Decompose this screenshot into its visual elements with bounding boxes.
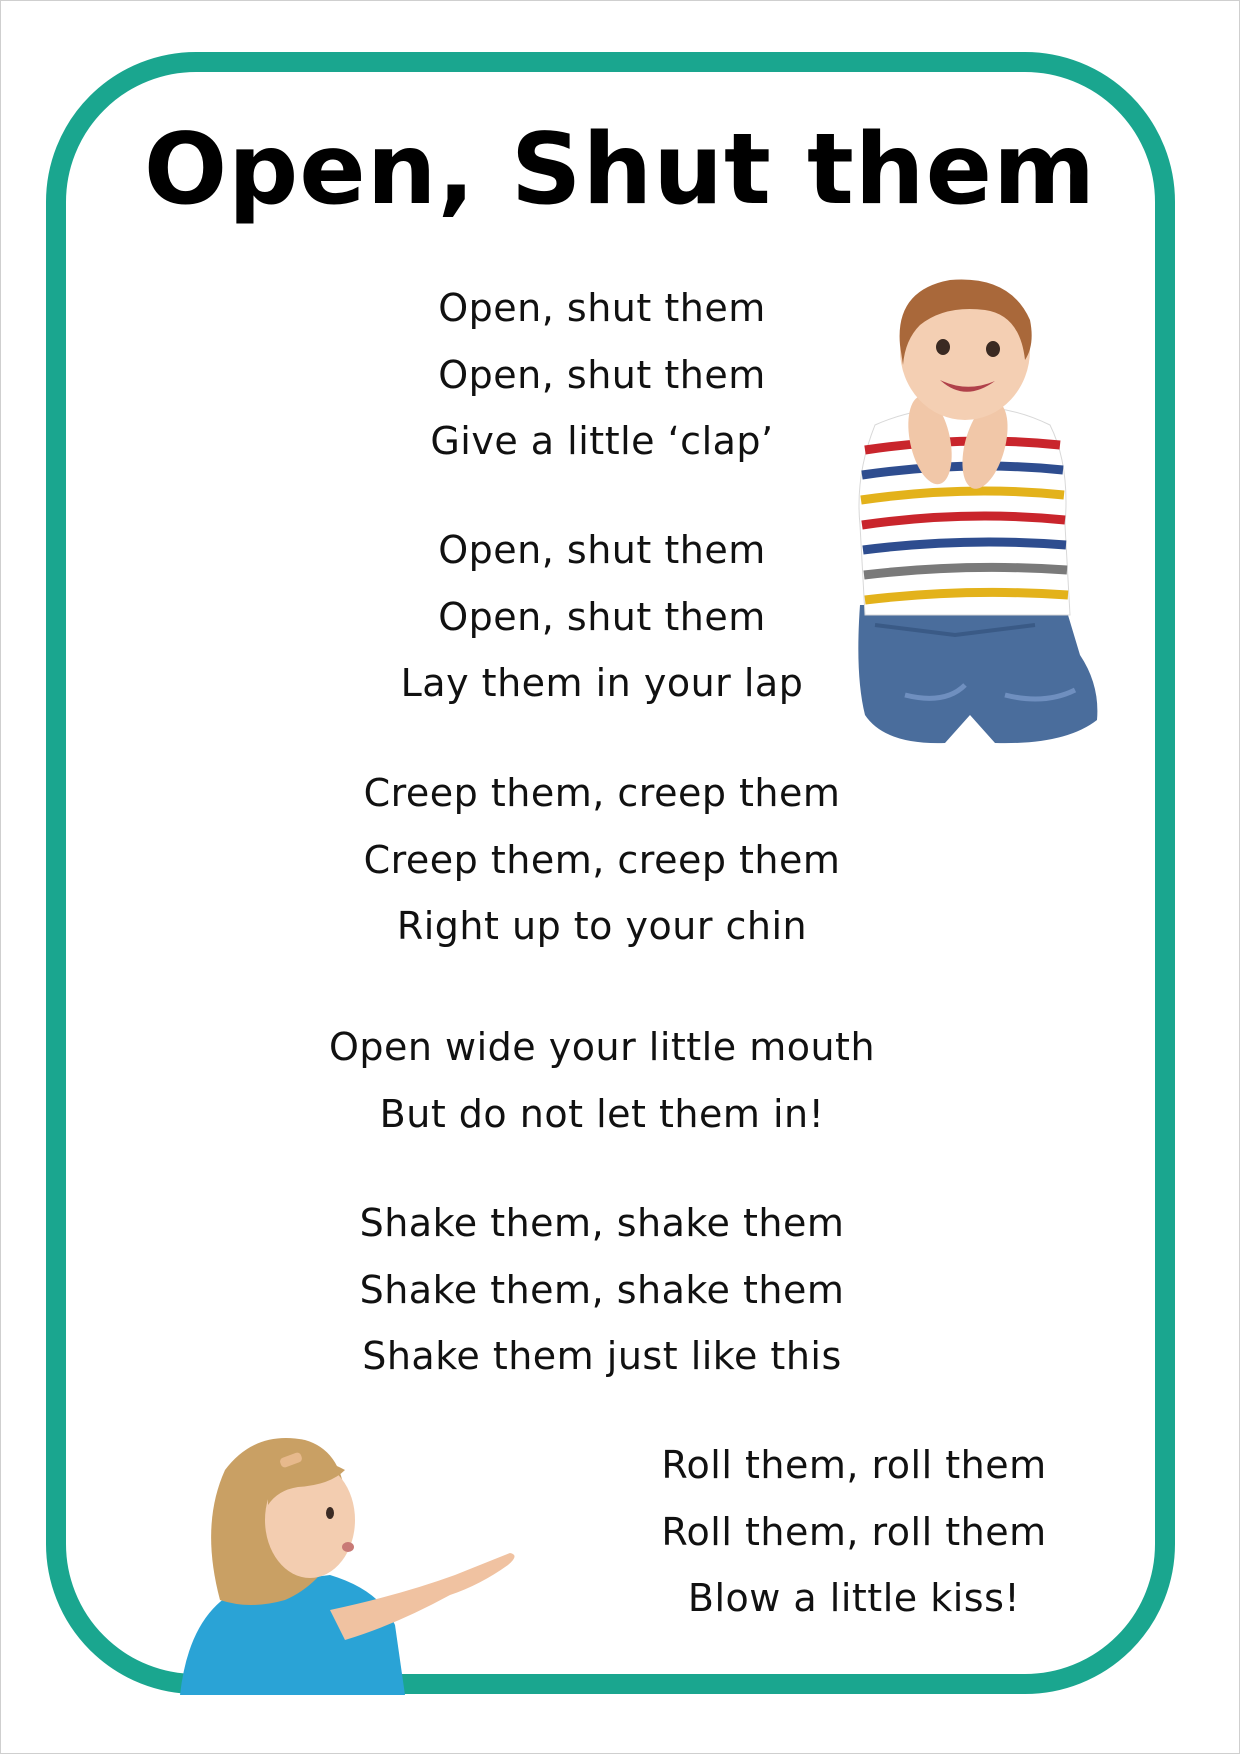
verse-line: Open, shut them <box>438 286 766 330</box>
verse-line: Give a little ‘clap’ <box>430 419 774 463</box>
verse-line: But do not let them in! <box>379 1091 825 1136</box>
girl-blowing-kiss-photo <box>180 1425 530 1695</box>
verse-2 <box>302 517 902 717</box>
verse-line: Shake them, shake them <box>359 1267 845 1312</box>
verse-line: Right up to your chin <box>396 904 808 948</box>
verse-line: Lay them in your lap <box>400 661 804 705</box>
verse-line: Roll them, roll them <box>661 1509 1047 1554</box>
verse-line: Roll them, roll them <box>661 1443 1047 1487</box>
verse-4 <box>302 1014 902 1147</box>
clapping-baby-photo <box>835 275 1105 755</box>
verse-3 <box>302 760 902 960</box>
verse-5 <box>302 1190 902 1390</box>
verse-line: Shake them, shake them <box>359 1201 845 1245</box>
verse-line: Blow a little kiss! <box>687 1576 1021 1620</box>
page-title: Open, Shut them <box>143 113 1097 227</box>
verse-line: Creep them, creep them <box>363 837 841 882</box>
verse-line: Open, shut them <box>438 594 766 639</box>
verse-line: Open, shut them <box>438 352 766 397</box>
verse-6 <box>554 1432 1154 1632</box>
verse-1 <box>302 275 902 475</box>
verse-line: Shake them just like this <box>362 1334 842 1378</box>
verse-line: Creep them, creep them <box>363 771 841 815</box>
verse-line: Open wide your little mouth <box>328 1025 876 1069</box>
verse-line: Open, shut them <box>438 528 766 572</box>
